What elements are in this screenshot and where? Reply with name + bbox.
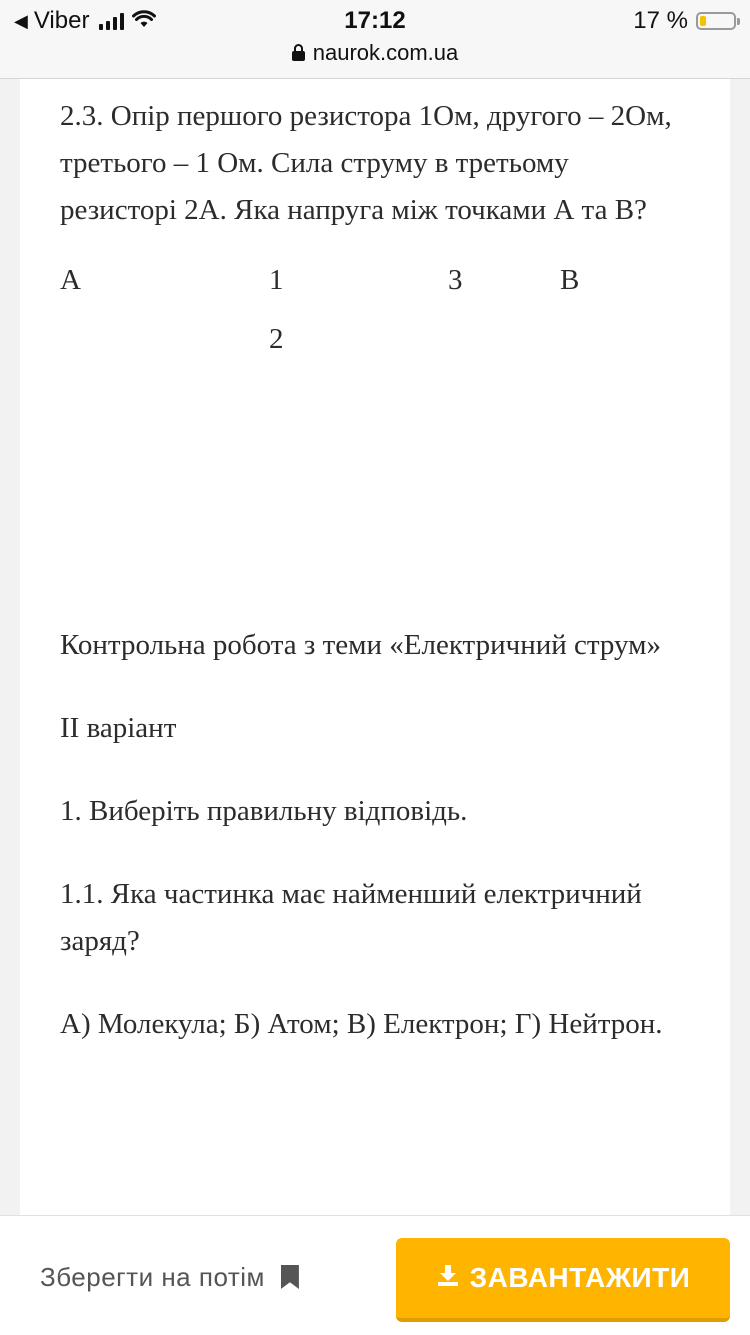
save-for-later-label: Зберегти на потім bbox=[40, 1261, 265, 1292]
back-triangle-icon: ◀ bbox=[14, 10, 28, 31]
bookmark-icon bbox=[281, 1265, 299, 1289]
save-for-later-button[interactable] bbox=[40, 1259, 299, 1295]
bottom-action-bar bbox=[0, 1215, 750, 1335]
point-a-label: А bbox=[60, 264, 81, 296]
clock: 17:12 bbox=[344, 7, 406, 34]
question-1-1: 1.1. Яка частинка має найменший електричний заряд? bbox=[60, 878, 642, 957]
status-bar bbox=[0, 0, 750, 79]
point-b-label: В bbox=[560, 264, 580, 296]
answer-options: А) Молекула; Б) Атом; В) Електрон; Г) Нейтрон. bbox=[60, 1008, 663, 1040]
url-text: naurok.com.ua bbox=[312, 40, 459, 65]
battery-percent: 17 % bbox=[633, 7, 688, 34]
resistor-1-label: 1 bbox=[269, 264, 284, 296]
download-label: ЗАВАНТАЖИТИ bbox=[469, 1262, 691, 1293]
back-app-label: Viber bbox=[33, 7, 90, 34]
circuit-diagram bbox=[60, 257, 690, 622]
resistor-2-label: 2 bbox=[269, 323, 284, 355]
variant-heading: II варіант bbox=[60, 712, 177, 744]
task-1: 1. Виберіть правильну відповідь. bbox=[60, 795, 468, 827]
document-content bbox=[60, 93, 690, 1048]
download-button[interactable] bbox=[396, 1238, 730, 1322]
resistor-3-label: 3 bbox=[448, 264, 463, 296]
lock-icon bbox=[292, 51, 305, 61]
battery-icon bbox=[696, 12, 736, 30]
address-bar[interactable] bbox=[0, 40, 750, 66]
download-icon bbox=[436, 1262, 460, 1294]
battery-status bbox=[633, 7, 736, 35]
question-2-3: 2.3. Опір першого резистора 1Ом, другого – 2Ом, третього – 1 Ом. Сила струму в третьому резисторі 2А. Яка напруга між точками А та В? bbox=[60, 100, 672, 226]
test-title: Контрольна робота з теми «Електричний струм» bbox=[60, 629, 661, 661]
document-page bbox=[20, 79, 730, 1215]
